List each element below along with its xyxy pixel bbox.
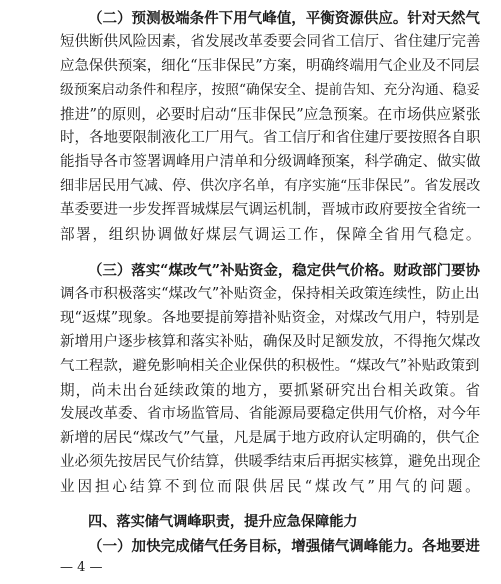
- paragraph-2-line-2: 短供断供风险因素，省发展改革委要会同省工信厅、省住建厅完善: [60, 34, 481, 50]
- subsection-line: （一）加快完成储气任务目标，增强储气调峰能力。各地要进: [88, 538, 480, 555]
- paragraph-3-line-2: 调各市积极落实“煤改气”补贴资金，保持相关政策连续性，防止出: [60, 286, 480, 302]
- paragraph-3-line-9: 业必须先按居民气价结算，供暖季结束后再据实核算，避免出现企: [60, 454, 481, 470]
- paragraph-3-line-4: 新增用户逐步核算和落实补贴，确保及时足额发放，不得拖欠煤改: [60, 334, 481, 350]
- paragraph-2-line-10: 部署，组织协调做好煤层气调运工作，保障全省用气稳定。: [60, 226, 483, 243]
- paragraph-2-line-5: 推进”的原则，必要时启动“压非保民”应急预案。在市场供应紧张: [60, 106, 481, 123]
- paragraph-2-line-9: 革委要进一步发挥晋城煤层气调运机制，晋城市政府要按全省统一: [60, 202, 481, 218]
- paragraph-2-line-7: 能指导各市签署调峰用户清单和分级调峰预案，科学确定、做实做: [60, 154, 481, 170]
- paragraph-3-line-8: 新增的居民“煤改气”气量，凡是属于地方政府认定明确的，供气企: [60, 430, 480, 446]
- paragraph-2-line-3: 应急保供预案，细化“压非保民”方案，明确终端用气企业及不同层: [60, 58, 480, 74]
- paragraph-3-line-7: 发展改革委、省市场监管局、省能源局要稳定供用气价格，对今年: [60, 406, 481, 422]
- paragraph-2-line-1: （二）预测极端条件下用气峰值，平衡资源供应。针对天然气: [88, 10, 480, 27]
- section-heading: 四、落实储气调峰职责，提升应急保障能力: [88, 514, 358, 530]
- paragraph-3-line-6: 期，尚未出台延续政策的地方，要抓紧研究出台相关政策。省: [60, 382, 482, 399]
- paragraph-2-line-4: 级预案启动条件和程序，按照“确保安全、提前告知、充分沟通、稳妥: [60, 82, 481, 98]
- paragraph-3-line-1: （三）落实“煤改气”补贴资金，稳定供气价格。财政部门要协: [88, 262, 480, 279]
- paragraph-3-line-10: 业因担心结算不到位而限供居民“煤改气”用气的问题。: [60, 478, 483, 495]
- paragraph-3-line-3: 现“返煤”现象。各地要提前筹措补贴资金，对煤改气用户，特别是: [60, 310, 480, 326]
- paragraph-2-line-8: 细非居民用气减、停、供次序名单，有序实施“压非保民”。省发展改: [60, 178, 481, 194]
- paragraph-3-line-5: 气工程款，避免影响相关企业保供的积极性。“煤改气”补贴政策到: [60, 358, 480, 374]
- paragraph-2-line-6: 时，各地要限制液化工厂用气。省工信厅和省住建厅要按照各自职: [60, 130, 481, 146]
- page-number: — 4 —: [60, 560, 103, 575]
